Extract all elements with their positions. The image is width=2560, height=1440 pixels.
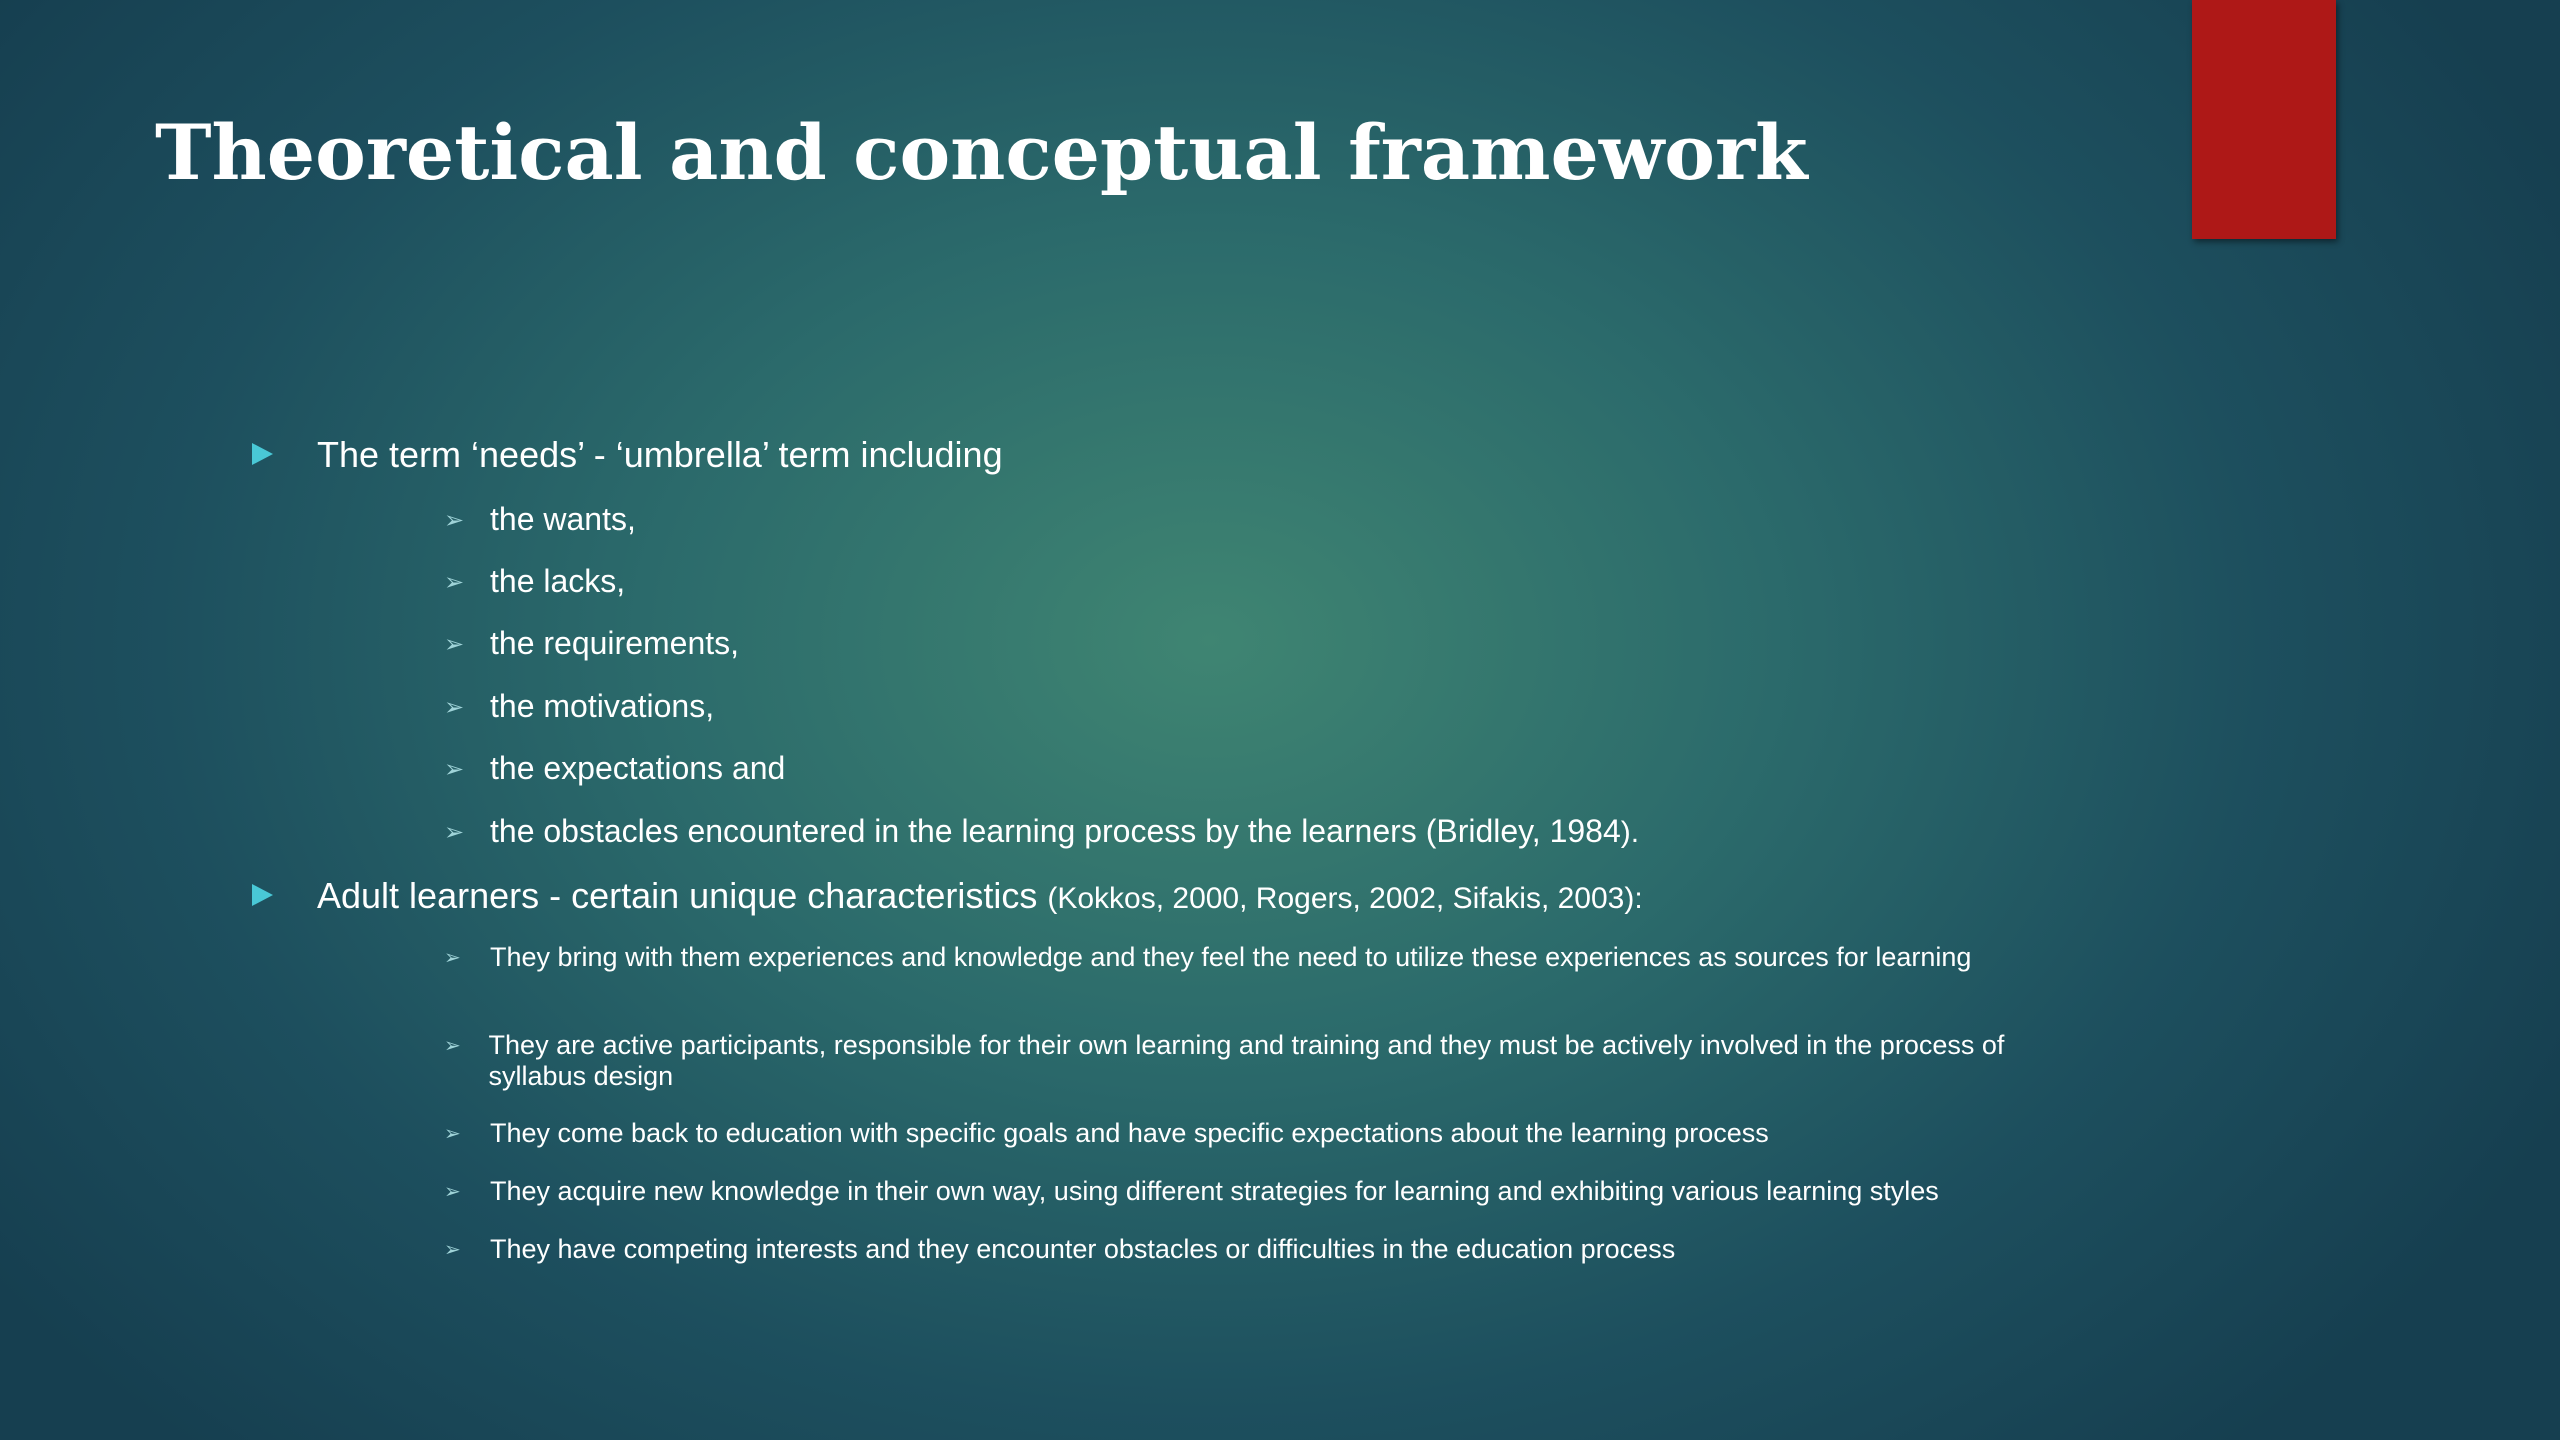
arrowhead-bullet-icon: ➢: [444, 1237, 461, 1261]
characteristic-text: They have competing interests and they encounter obstacles or difficulties in the education process: [490, 1234, 1676, 1264]
arrowhead-bullet-icon: ➢: [444, 945, 461, 969]
characteristic-item: [444, 1118, 2084, 1149]
sub-bullet-text: the expectations and: [490, 750, 786, 786]
arrowhead-bullet-icon: ➢: [444, 506, 465, 534]
citation: (Kokkos, 2000, Rogers, 2002, Sifakis, 2003):: [1047, 882, 1643, 915]
characteristic-text: They come back to education with specific goals and have specific expectations about the learning process: [490, 1118, 1769, 1148]
arrowhead-bullet-icon: ➢: [444, 693, 465, 721]
sub-bullet-text: the requirements,: [490, 625, 740, 661]
bullet-text: The term ‘needs’ - ‘umbrella’ term including: [317, 434, 1003, 475]
sub-bullet-text: [490, 813, 1639, 850]
characteristic-item: [444, 942, 2084, 973]
triangle-bullet-icon: [252, 884, 273, 906]
sub-bullet-text: the wants,: [490, 501, 636, 537]
arrowhead-bullet-icon: ➢: [444, 568, 465, 596]
bullet-adult-learners: [252, 875, 1643, 917]
arrowhead-bullet-icon: ➢: [444, 1121, 461, 1145]
arrowhead-bullet-icon: ➢: [444, 630, 465, 658]
citation: (Bridley, 1984: [1425, 813, 1621, 849]
sub-bullet-text: the motivations,: [490, 688, 715, 724]
arrowhead-bullet-icon: ➢: [444, 1179, 461, 1203]
characteristic-text: They are active participants, responsible for their own learning and training and they must be actively involved in the process of syllabus design: [488, 1030, 2005, 1091]
sub-bullet-motivations: [444, 688, 714, 726]
sub-bullet-expectations: [444, 750, 785, 788]
characteristic-item: [444, 1176, 2084, 1207]
sub-bullet-main-text: the obstacles encountered in the learning process by the learners: [490, 813, 1426, 849]
sub-bullet-obstacles: [444, 813, 1639, 851]
characteristic-text: They bring with them experiences and knowledge and they feel the need to utilize these experiences as sources for learning: [490, 942, 1972, 972]
sub-bullet-wants: [444, 501, 636, 539]
bullet-needs: [252, 434, 1003, 476]
arrowhead-bullet-icon: ➢: [444, 1033, 461, 1057]
arrowhead-bullet-icon: ➢: [444, 755, 465, 783]
characteristic-item: [444, 1030, 2084, 1092]
slide-title: Theoretical and conceptual framework: [155, 108, 1808, 197]
sub-bullet-lacks: [444, 563, 625, 601]
accent-block: [2192, 0, 2336, 239]
bullet-text: [317, 875, 1643, 917]
sub-bullet-text: the lacks,: [490, 563, 626, 599]
triangle-bullet-icon: [252, 443, 273, 465]
characteristic-item: [444, 1234, 2084, 1265]
bullet-main-text: Adult learners - certain unique characteristics: [317, 875, 1048, 916]
characteristic-text: They acquire new knowledge in their own way, using different strategies for learning and exhibiting various learning styles: [490, 1176, 1939, 1206]
sub-bullet-requirements: [444, 625, 739, 663]
arrowhead-bullet-icon: ➢: [444, 818, 465, 846]
citation-end: ).: [1620, 816, 1640, 849]
